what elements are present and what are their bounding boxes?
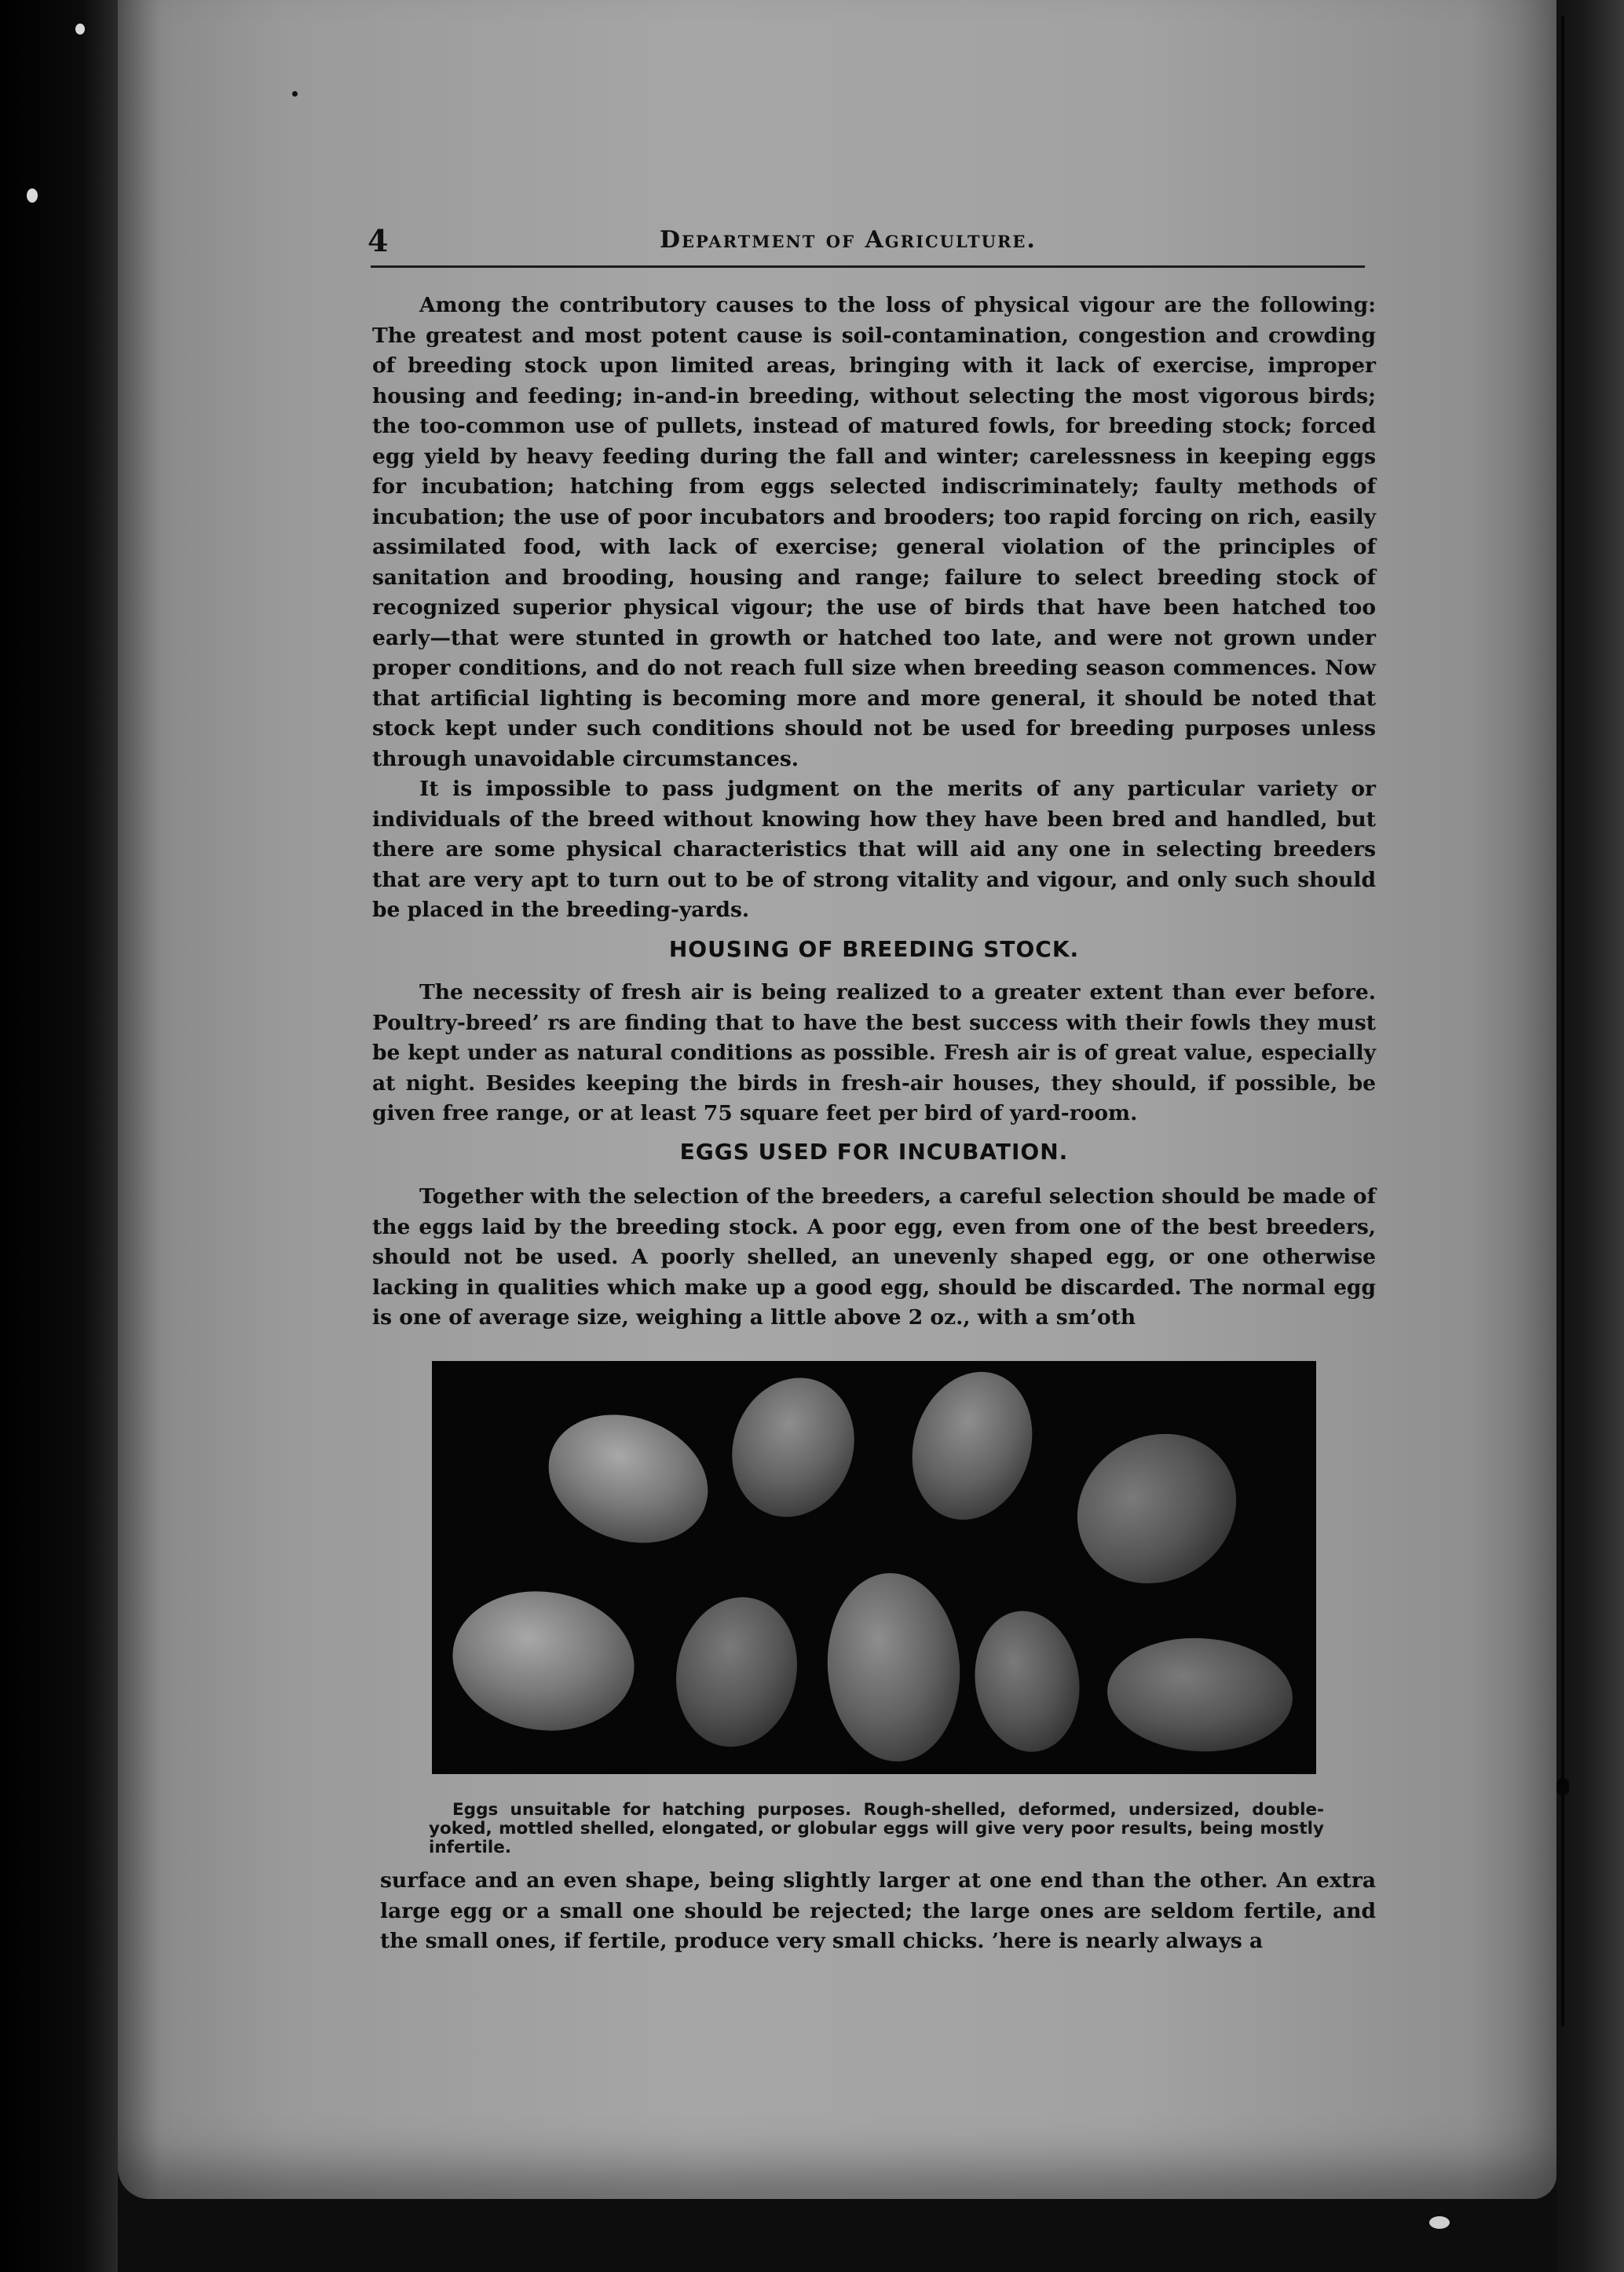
scan-speck	[27, 188, 38, 203]
page-header	[368, 223, 1365, 265]
right-page-edge	[1556, 0, 1624, 2272]
page-number: 4	[368, 223, 389, 258]
running-title: Department of Agriculture.	[660, 226, 1037, 254]
body-text-top	[372, 291, 1376, 926]
body-text-continued	[380, 1866, 1376, 1957]
edge-mark	[1556, 1778, 1569, 1795]
eggs-photo-image	[432, 1361, 1316, 1774]
scan-speck	[75, 24, 85, 35]
figure-caption-text: Eggs unsuitable for hatching purposes. Rough-shelled, deformed, undersized, double-yoked, mottled shelled, elongated, or globular eggs will give very poor results, being mostly infertile.	[429, 1800, 1324, 1857]
scan-speck	[1429, 2216, 1450, 2229]
body-text-housing	[372, 978, 1376, 1129]
adjacent-page-edge-line	[1561, 16, 1564, 2026]
heading-eggs: EGGS USED FOR INCUBATION.	[679, 1139, 1069, 1165]
paragraph-egg-shape: surface and an even shape, being slightly larger at one end than the other. An extra large egg or a small one should be rejected; the large ones are seldom fertile, and the small ones, if fertile, produce very small chicks. ’here is nearly always a	[380, 1868, 1376, 1953]
paragraph-fresh-air: The necessity of fresh air is being realized to a greater extent than ever before. Poultry-breed’ rs are finding that to have the best success with their fowls they must be kept under as natural conditions as possible. Fresh air is of great value, especially at night. Besides keeping the birds in fresh-air houses, they should, if possible, be given free range, or at least 75 square feet per bird of yard-room.	[372, 980, 1376, 1125]
paragraph-judgment: It is impossible to pass judgment on the merits of any particular variety or individuals of the breed without knowing how they have been bred and handled, but there are some physical characteristics that will aid any one in selecting breeders that are very apt to turn out to be of strong vitality and vigour, and only such should be placed in the breeding-yards.	[372, 777, 1376, 922]
heading-housing: HOUSING OF BREEDING STOCK.	[668, 936, 1080, 962]
eggs-photograph	[432, 1361, 1316, 1774]
ink-speck	[292, 91, 298, 97]
paragraph-egg-selection: Together with the selection of the breeders, a careful selection should be made of the eggs laid by the breeding stock. A poor egg, even from one of the best breeders, should not be used. A poorly shelled, an unevenly shaped egg, or one otherwise lacking in qualities which make up a good egg, should be discarded. The normal egg is one of average size, weighing a little above 2 oz., with a sm’oth	[372, 1184, 1376, 1330]
left-binding-shadow	[0, 0, 118, 2272]
figure-caption	[429, 1801, 1324, 1857]
body-text-eggs	[372, 1182, 1376, 1334]
paragraph-causes: Among the contributory causes to the loss of physical vigour are the following: The greatest and most potent cause is soil-contamination, congestion and crowding of breeding stock upon limited areas, bringing with it lack of exercise, improper housing and feeding; in-and-in breeding, without selecting the most vigorous birds; the too-common use of pullets, instead of matured fowls, for breeding stock; forced egg yield by heavy feeding during the fall and winter; carelessness in keeping eggs for incubation; hatching from eggs selected indiscriminately; faulty methods of incubation; the use of poor incubators and brooders; too rapid forcing on rich, easily assimilated food, with lack of exercise; general violation of the principles of sanitation and brooding, housing and range; failure to select breeding stock of recognized superior physical vigour; the use of birds that have been hatched too early—that were stunted in growth or hatched too late, and were not grown under proper conditions, and do not reach full size when breeding season commences. Now that artificial lighting is becoming more and more general, it should be noted that stock kept under such conditions should not be used for breeding purposes unless through unavoidable circumstances.	[372, 293, 1376, 771]
header-rule	[371, 265, 1365, 268]
